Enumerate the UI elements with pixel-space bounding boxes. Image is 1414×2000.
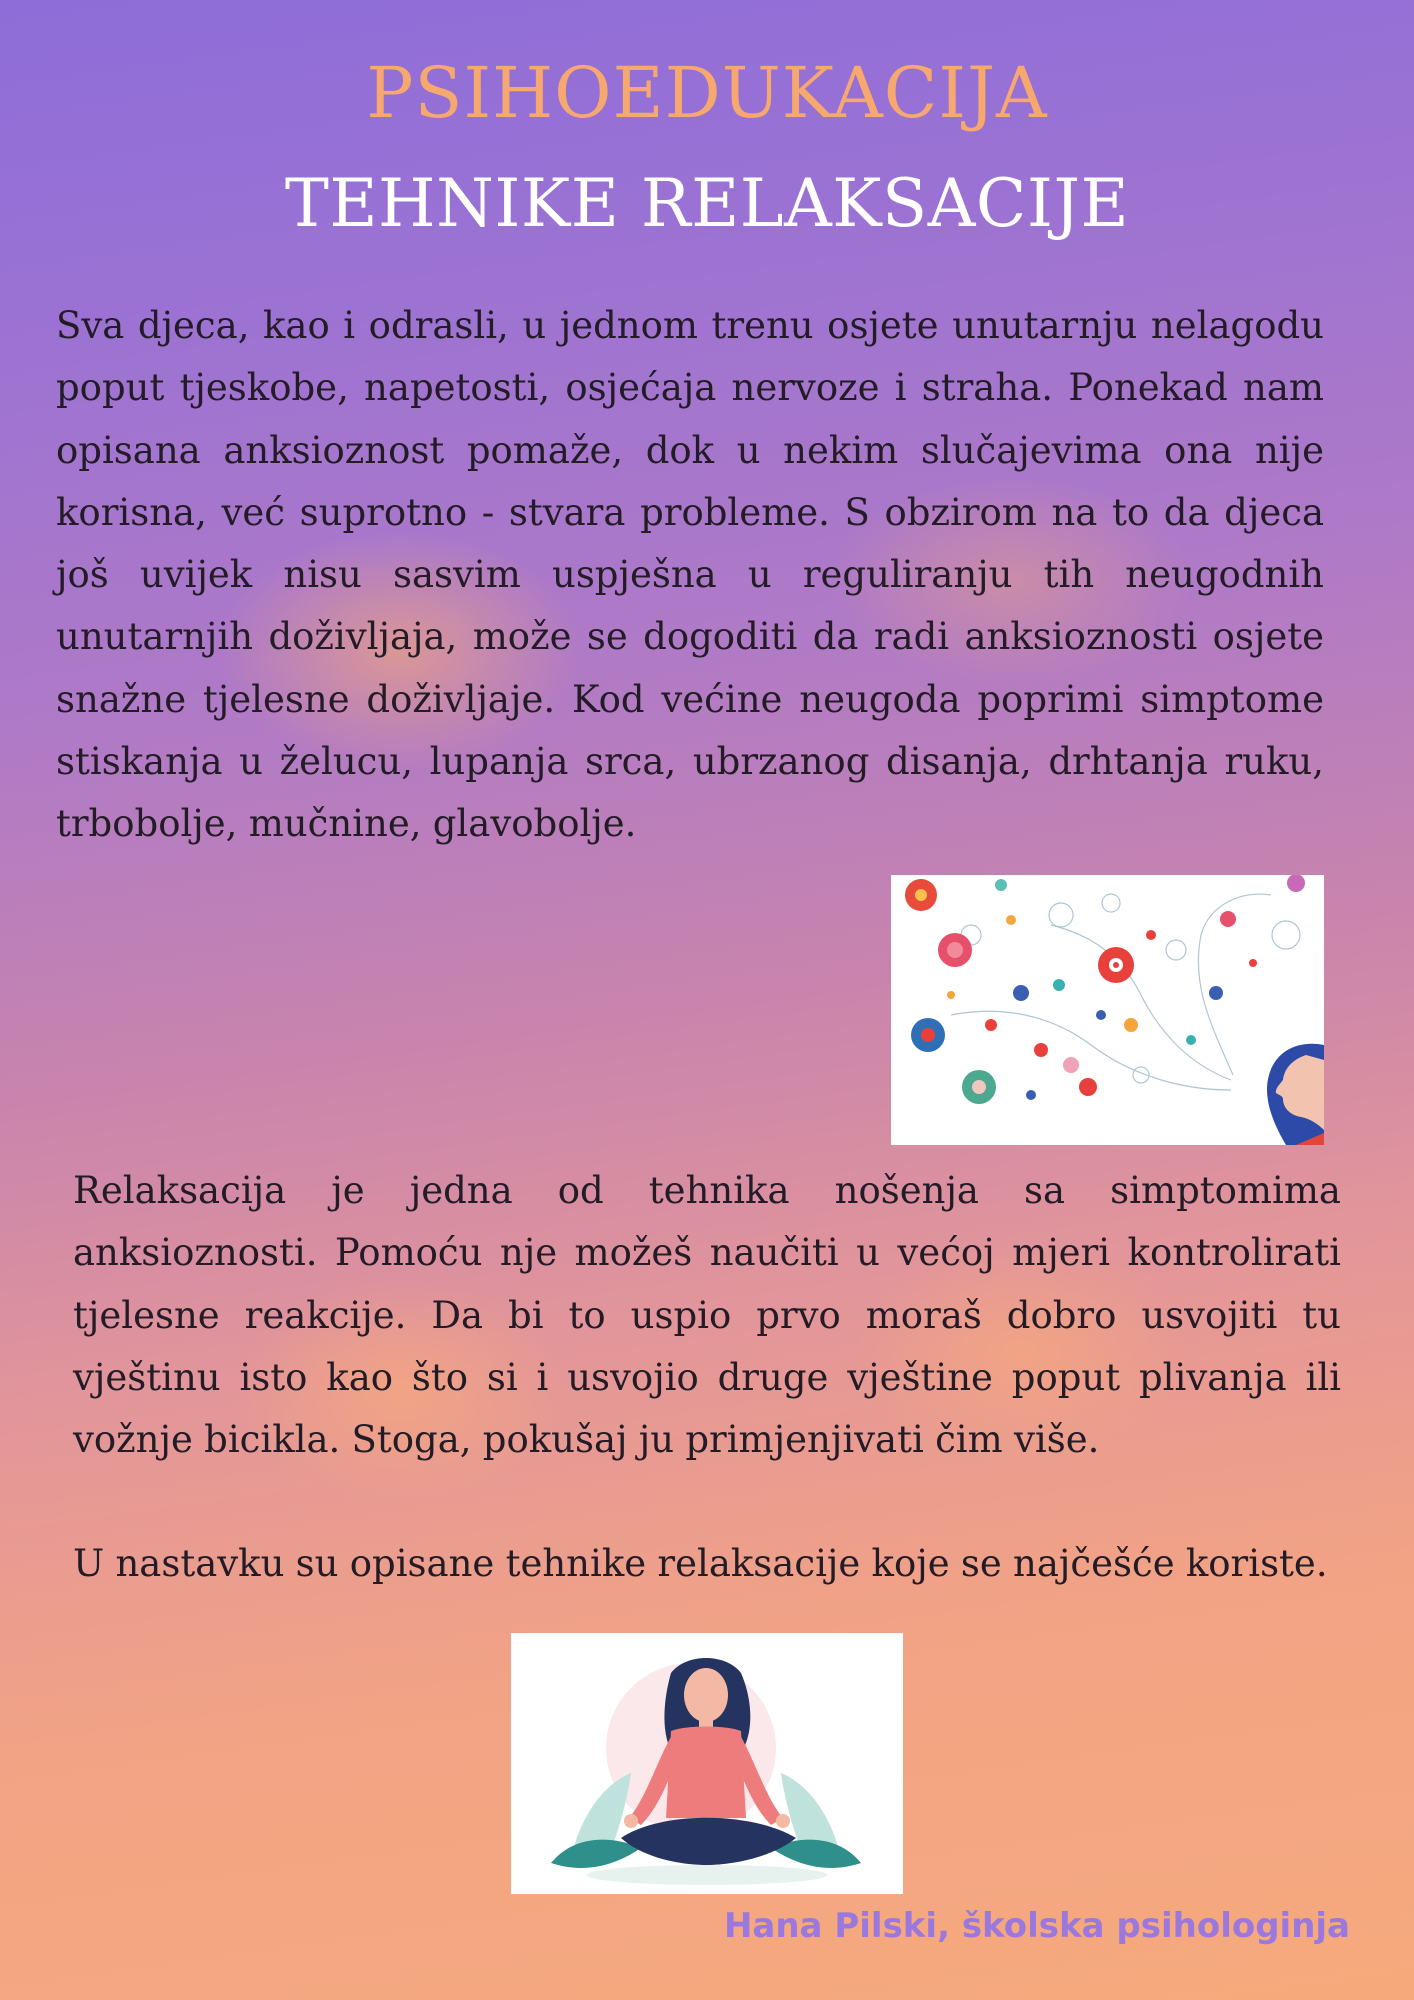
intro-paragraph: Sva djeca, kao i odrasli, u jednom trenu osjete unutarnju nelagodu poput tjeskobe, napetosti, osjećaja nervoze i straha. Ponekad nam opisana anksioznost pomaže, dok u nekim slučajevima ona nije korisna, već suprotno - stvara probleme. S obzirom na to da djeca još uvijek nisu sasvim uspješna u reguliranju tih neugodnih unutarnjih doživljaja, može se dogoditi da radi anksioznosti osjete snažne tjelesne doživljaje. Kod većine neugoda poprimi simptome stiskanja u želucu, lupanja srca, ubrzanog disanja, drhtanja ruku, trbobolje, mučnine, glavobolje. (56, 304, 1324, 846)
woman-meditating-illustration (511, 1633, 903, 1894)
relaxation-paragraph: Relaksacija je jedna od tehnika nošenja sa simptomima anksioznosti. Pomoću nje možeš naučiti u većoj mjeri kontrolirati tjelesne reakcije. Da bi to uspio prvo moraš dobro usvojiti tu vještinu isto kao što si i usvojio druge vještine poput plivanja ili vožnje bicikla. Stoga, pokušaj ju primjenjivati čim više. (73, 1169, 1341, 1462)
author-signature: Hana Pilski, školska psihologinja (723, 1906, 1350, 1946)
relaxation-followup-paragraph: U nastavku su opisane tehnike relaksacije koje se najčešće koriste. (73, 1542, 1328, 1585)
woman-exhaling-flowers-illustration (891, 875, 1324, 1145)
page-title: PSIHOEDUKACIJA (366, 52, 1048, 134)
page-subtitle: TEHNIKE RELAKSACIJE (284, 165, 1130, 242)
